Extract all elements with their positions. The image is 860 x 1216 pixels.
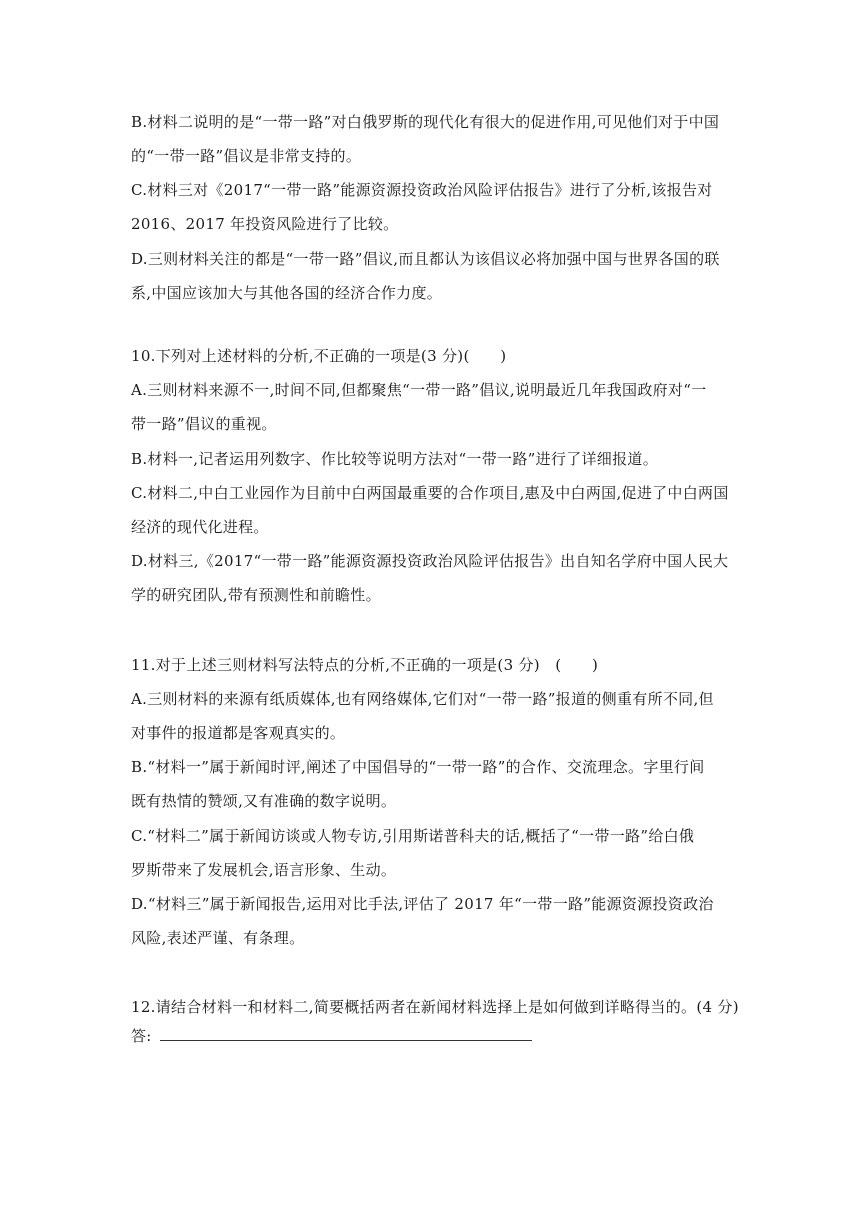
q10-stem: 10.下列对上述材料的分析,不正确的一项是(3 分)( ) xyxy=(131,347,507,365)
q12-answer-row xyxy=(131,1026,532,1046)
q10-option-b-line1: B.材料一,记者运用列数字、作比较等说明方法对“一带一路”进行了详细报道。 xyxy=(131,450,658,468)
q9-option-d-line1: D.三则材料关注的都是“一带一路”倡议,而且都认为该倡议必将加强中国与世界各国的联 xyxy=(131,250,720,268)
q10-option-d-line1: D.材料三,《2017“一带一路”能源资源投资政治风险评估报告》出自知名学府中国人民大 xyxy=(131,552,729,570)
q9-option-b-line1: B.材料二说明的是“一带一路”对白俄罗斯的现代化有很大的促进作用,可见他们对于中国 xyxy=(131,113,720,131)
q11-option-a-line1: A.三则材料的来源有纸质媒体,也有网络媒体,它们对“一带一路”报道的侧重有所不同,但 xyxy=(131,690,714,708)
q9-option-c-line2: 2016、2017 年投资风险进行了比较。 xyxy=(131,215,399,233)
q11-option-d-line1: D.“材料三”属于新闻报告,运用对比手法,评估了 2017 年“一带一路”能源资源投资政治 xyxy=(131,895,714,913)
q11-option-c-line2: 罗斯带来了发展机会,语言形象、生动。 xyxy=(131,861,397,879)
q11-option-d-line2: 风险,表述严谨、有条理。 xyxy=(131,929,305,947)
q12-stem: 12.请结合材料一和材料二,简要概括两者在新闻材料选择上是如何做到详略得当的。(4 分) xyxy=(131,998,739,1016)
q11-option-a-line2: 对事件的报道都是客观真实的。 xyxy=(131,724,346,742)
q9-option-b-line2: 的“一带一路”倡议是非常支持的。 xyxy=(131,147,362,165)
answer-blank-line[interactable] xyxy=(160,1026,532,1041)
q11-stem: 11.对于上述三则材料写法特点的分析,不正确的一项是(3 分) ( ) xyxy=(131,656,599,674)
q11-option-b-line1: B.“材料一”属于新闻时评,阐述了中国倡导的“一带一路”的合作、交流理念。字里行间 xyxy=(131,758,705,776)
q10-option-c-line1: C.材料二,中白工业园作为目前中白两国最重要的合作项目,惠及中白两国,促进了中白两国 xyxy=(131,484,729,502)
q9-option-d-line2: 系,中国应该加大与其他各国的经济合作力度。 xyxy=(131,284,443,302)
q11-option-c-line1: C.“材料二”属于新闻访谈或人物专访,引用斯诺普科夫的话,概括了“一带一路”给白俄 xyxy=(131,827,695,845)
q10-option-a-line1: A.三则材料来源不一,时间不同,但都聚焦“一带一路”倡议,说明最近几年我国政府对“一 xyxy=(131,381,707,399)
q10-option-c-line2: 经济的现代化进程。 xyxy=(131,518,269,536)
q11-option-b-line2: 既有热情的赞颂,又有准确的数字说明。 xyxy=(131,792,397,810)
q10-option-d-line2: 学的研究团队,带有预测性和前瞻性。 xyxy=(131,586,381,604)
q10-option-a-line2: 带一路”倡议的重视。 xyxy=(131,415,277,433)
q9-option-c-line1: C.材料三对《2017“一带一路”能源资源投资政治风险评估报告》进行了分析,该报告对 xyxy=(131,181,713,199)
answer-label: 答: xyxy=(131,1027,152,1045)
